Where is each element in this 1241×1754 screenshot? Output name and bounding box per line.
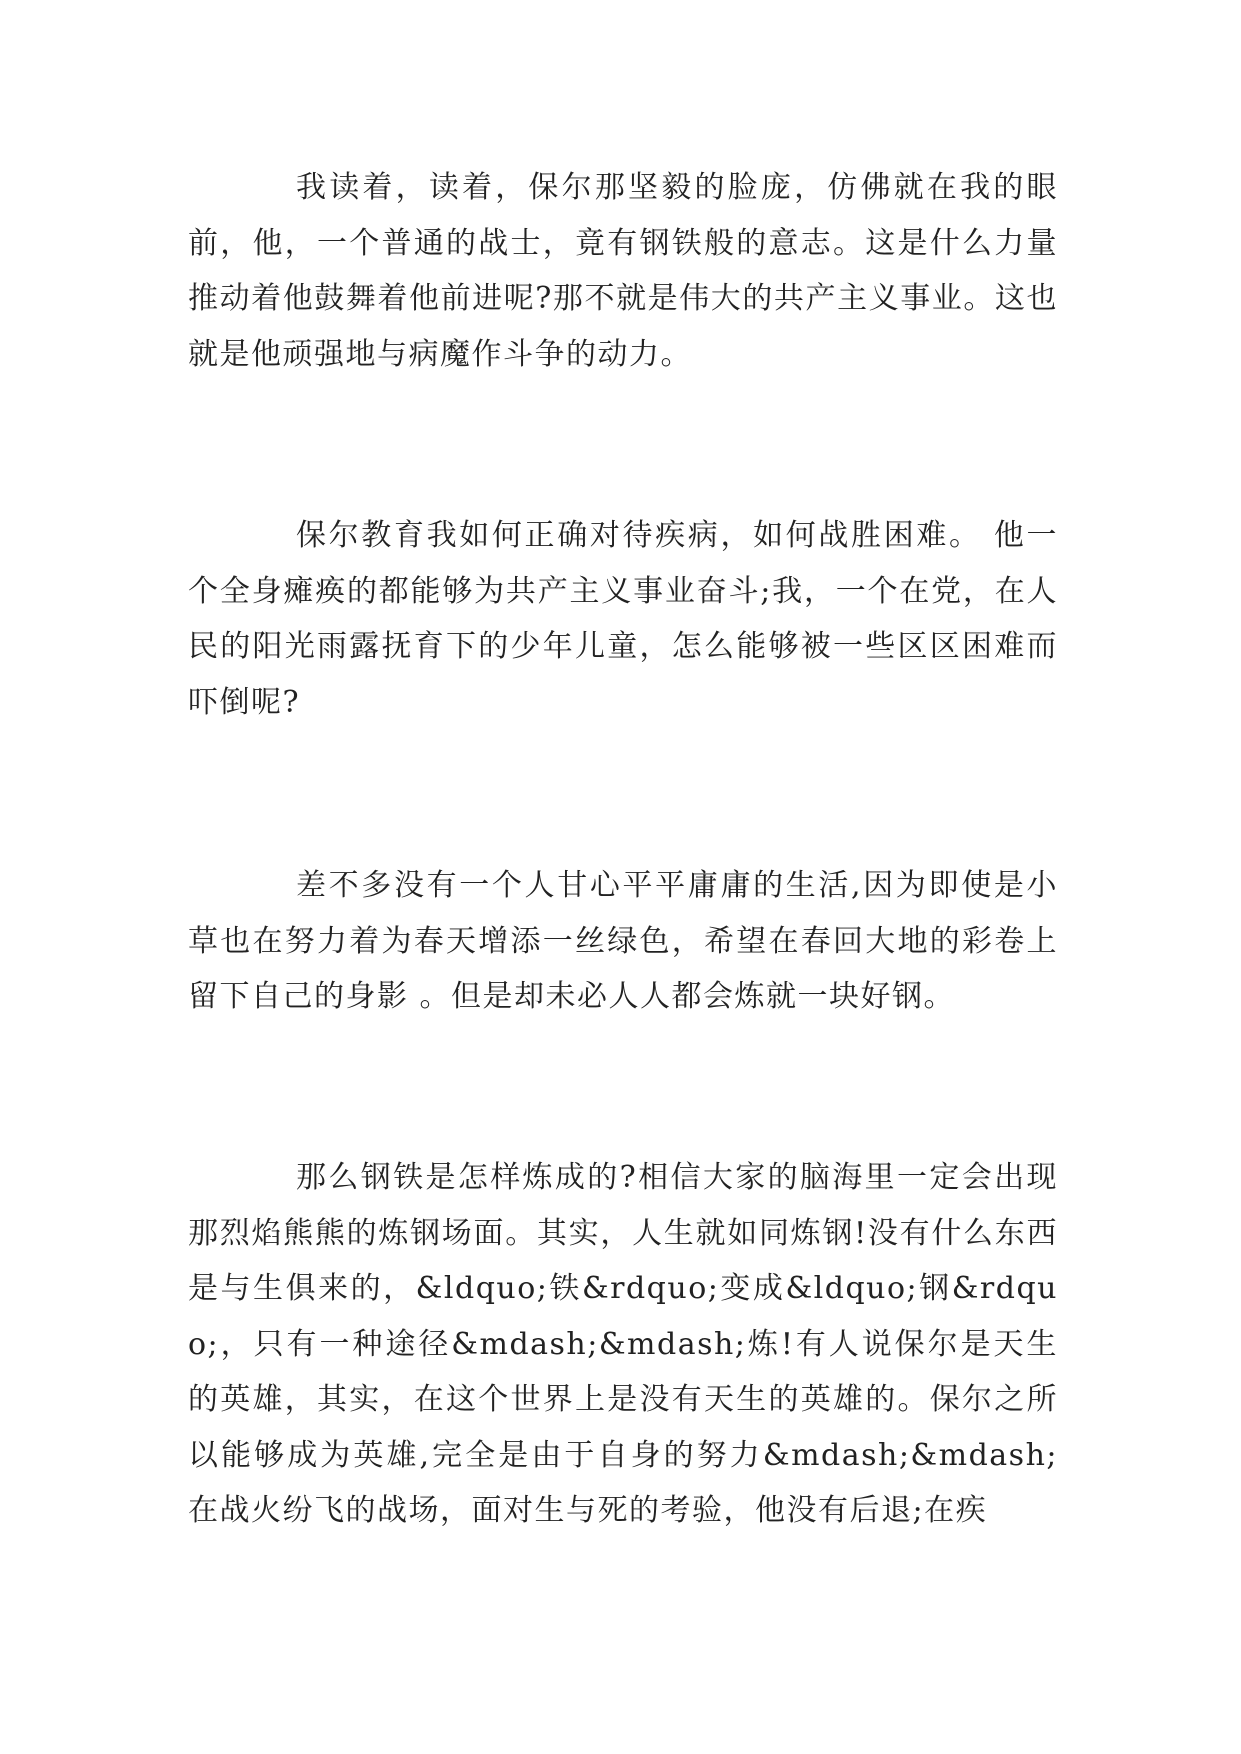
paragraph-4: 那么钢铁是怎样炼成的?相信大家的脑海里一定会出现那烈焰熊熊的炼钢场面。其实，人生就如同炼钢!没有什么东西是与生俱来的，&ldquo;铁&rdquo;变成&ldquo;钢&rdquo;，只有一种途径&mdash;&mdash;炼!有人说保尔是天生的英雄，其实，在这个世界上是没有天生的英雄的。保尔之所以能够成为英雄,完全是由于自身的努力&mdash;&mdash;在战火纷飞的战场，面对生与死的考验，他没有后退;在疾 — [188, 1160, 1058, 1528]
paragraph-1: 我读着，读着，保尔那坚毅的脸庞，仿佛就在我的眼前，他，一个普通的战士，竟有钢铁般的意志。这是什么力量推动着他鼓舞着他前进呢?那不就是伟大的共产主义事业。这也就是他顽强地与病魔作斗争的动力。 — [188, 170, 1058, 372]
paragraph-2: 保尔教育我如何正确对待疾病，如何战胜困难。 他一个全身瘫痪的都能够为共产主义事业奋斗;我，一个在党，在人民的阳光雨露抚育下的少年儿童，怎么能够被一些区区困难而吓倒呢? — [188, 518, 1058, 720]
paragraph-3: 差不多没有一个人甘心平平庸庸的生活,因为即使是小草也在努力着为春天增添一丝绿色，希望在春回大地的彩卷上留下自己的身影 。但是却未必人人都会炼就一块好钢。 — [188, 868, 1058, 1014]
